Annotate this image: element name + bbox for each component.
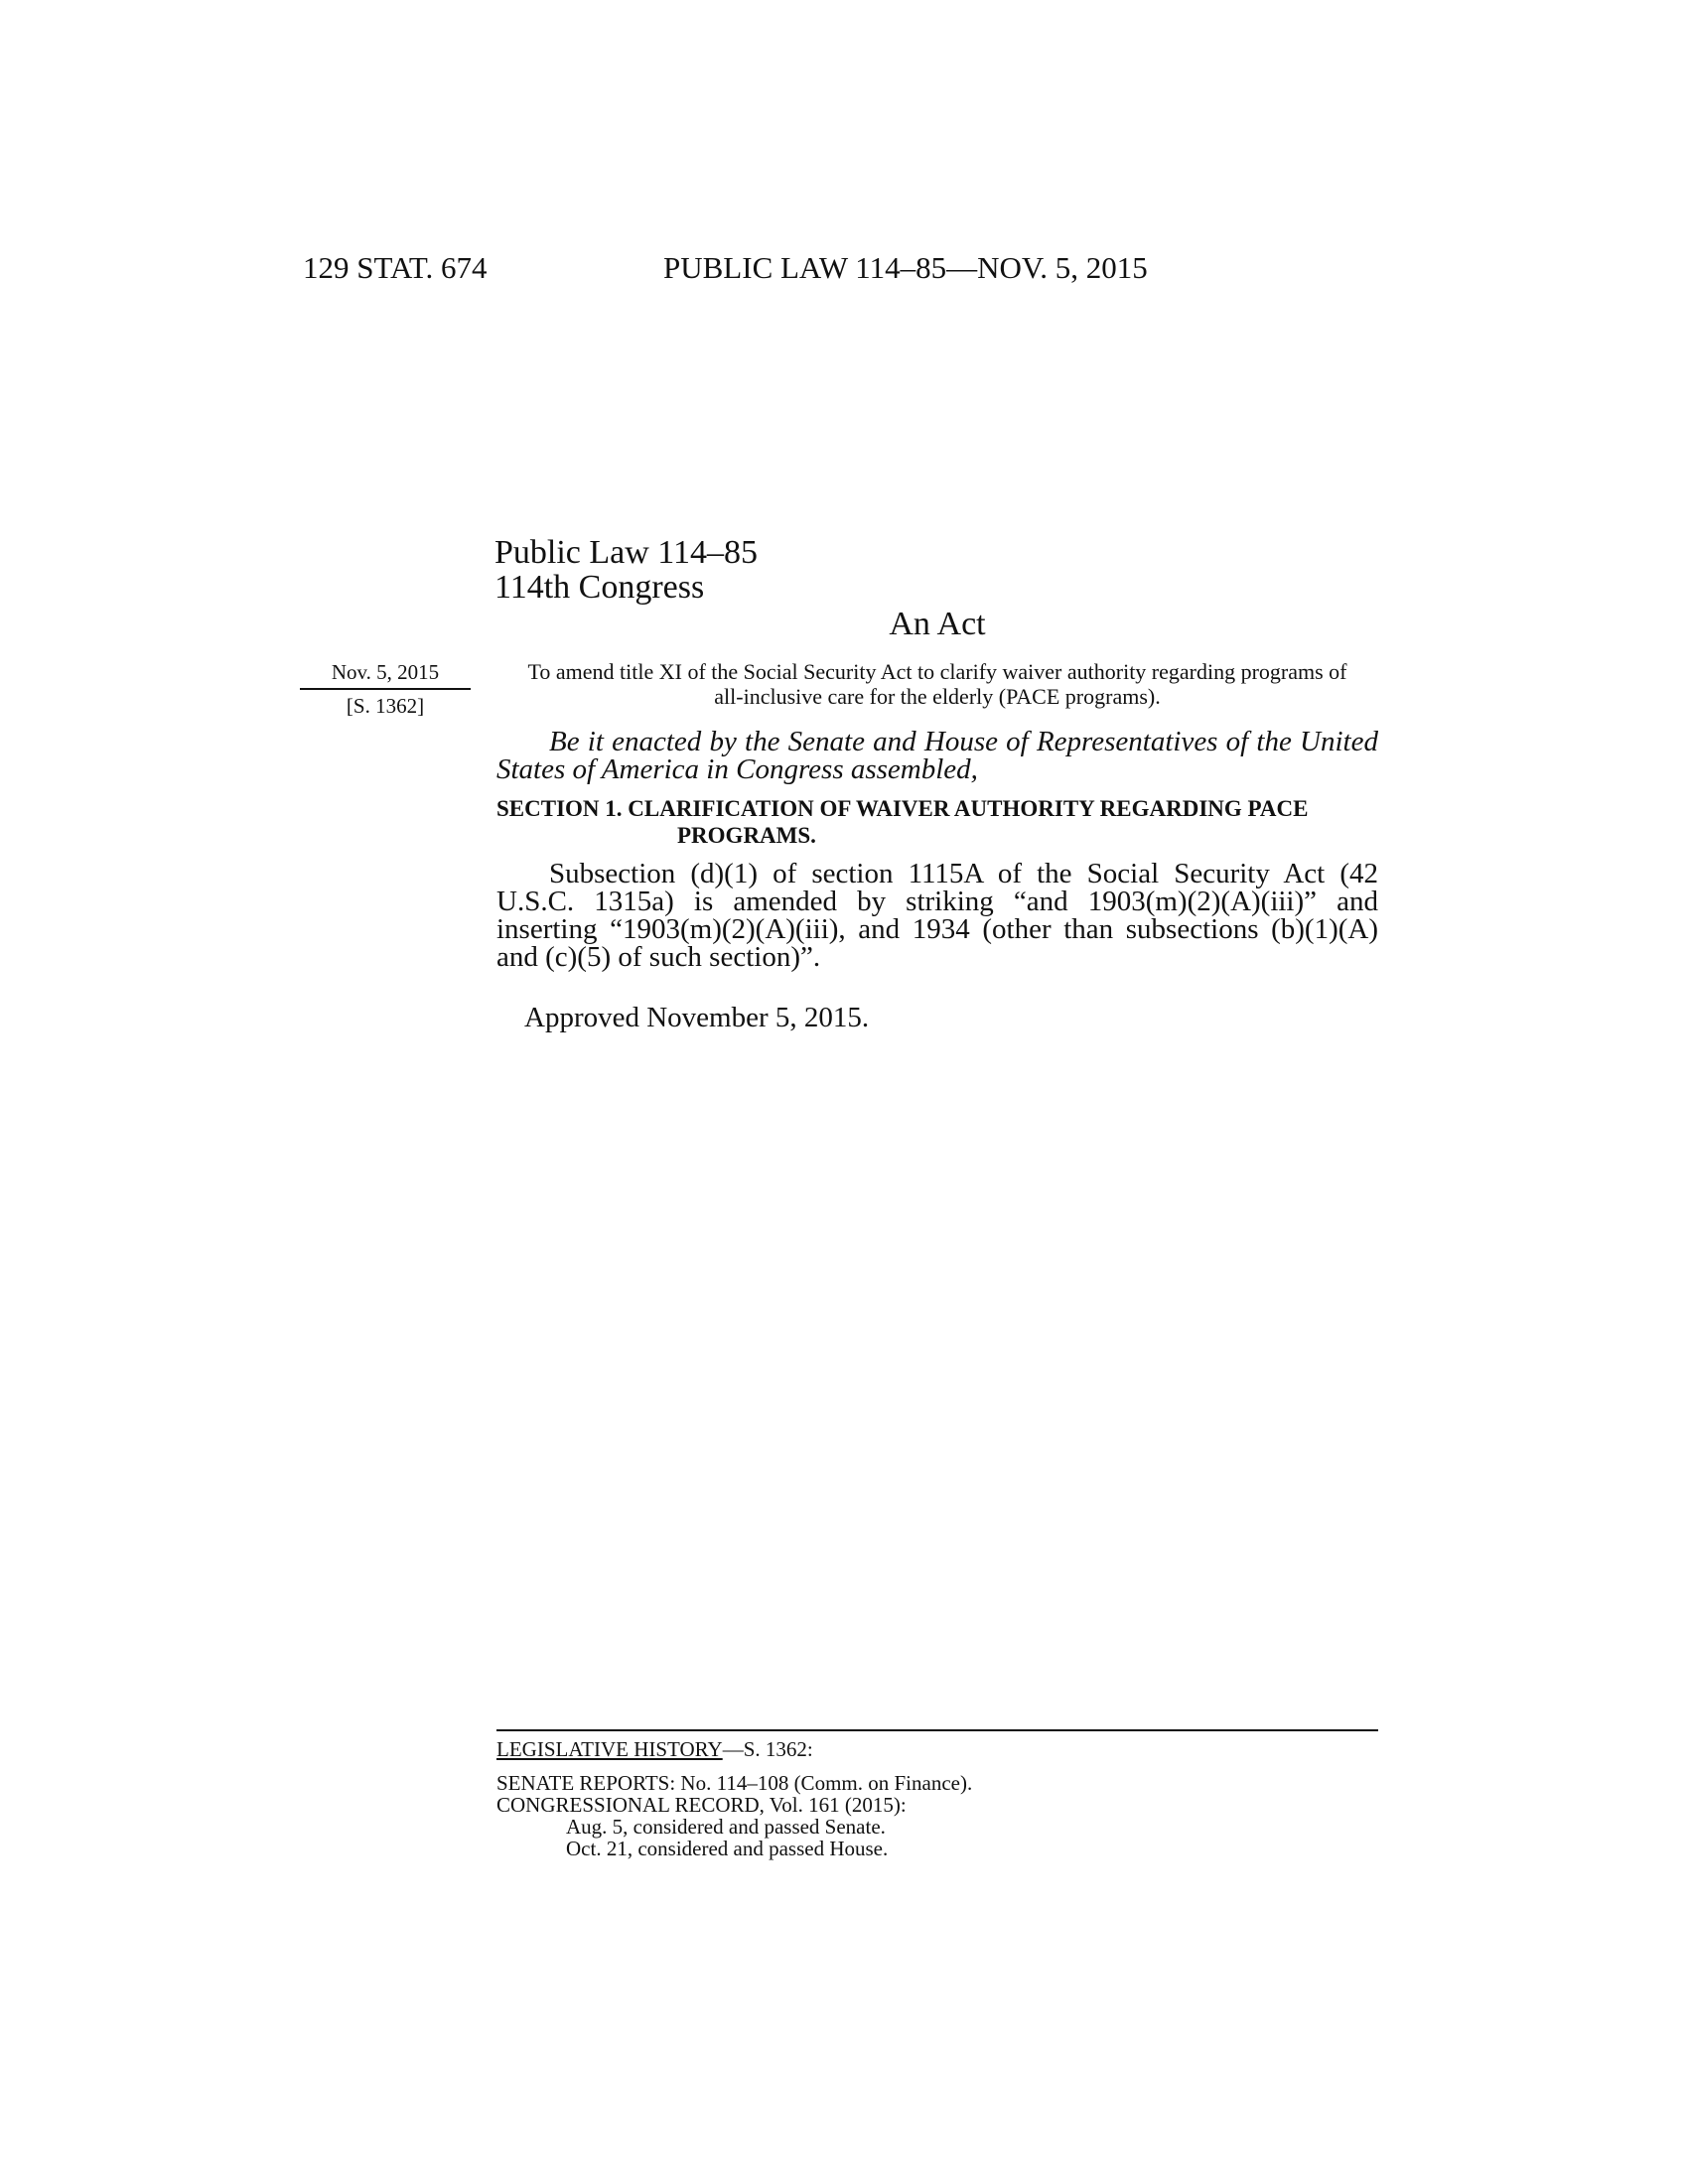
history-heading-label: LEGISLATIVE HISTORY xyxy=(496,1737,723,1761)
history-action: Aug. 5, considered and passed Senate. xyxy=(566,1815,886,1839)
enacting-clause: Be it enacted by the Senate and House of Representatives of the United States of America in Congress assembled, xyxy=(496,726,1378,785)
law-number: Public Law 114–85 xyxy=(494,534,759,571)
purpose-statement: To amend title XI of the Social Security Act to clarify waiver authority regarding programs of all-inclusive care for the elderly (PACE programs). xyxy=(527,659,1347,709)
act-heading: An Act xyxy=(889,606,986,642)
margin-note xyxy=(300,660,471,719)
margin-bill-number: [S. 1362] xyxy=(346,694,425,718)
running-head: PUBLIC LAW 114–85—NOV. 5, 2015 xyxy=(663,250,1148,285)
congress-label: 114th Congress xyxy=(494,569,705,606)
section-heading-line: PROGRAMS. xyxy=(677,823,816,848)
section-heading xyxy=(496,795,1378,849)
history-heading-bill: —S. 1362: xyxy=(722,1737,813,1761)
section-heading-line: SECTION 1. CLARIFICATION OF WAIVER AUTHORITY REGARDING PACE xyxy=(496,796,1309,821)
legislative-history xyxy=(496,1738,1378,1859)
congressional-record-line: CONGRESSIONAL RECORD, Vol. 161 (2015): xyxy=(496,1793,907,1817)
page-number: 129 STAT. 674 xyxy=(303,250,488,285)
approval-line: Approved November 5, 2015. xyxy=(524,1002,870,1033)
section-body: Subsection (d)(1) of section 1115A of the Social Security Act (42 U.S.C. 1315a) is amended by striking “and 1903(m)(2)(A)(iii)” and inserting “1903(m)(2)(A)(iii), and 1934 (other than subsections (b)(1)(A) and (c)(5) of such section)”. xyxy=(496,858,1378,973)
history-action: Oct. 21, considered and passed House. xyxy=(566,1837,889,1860)
history-rule xyxy=(496,1729,1378,1731)
history-heading xyxy=(496,1738,1378,1760)
senate-reports-line: SENATE REPORTS: No. 114–108 (Comm. on Finance). xyxy=(496,1771,973,1795)
margin-date: Nov. 5, 2015 xyxy=(331,660,440,684)
